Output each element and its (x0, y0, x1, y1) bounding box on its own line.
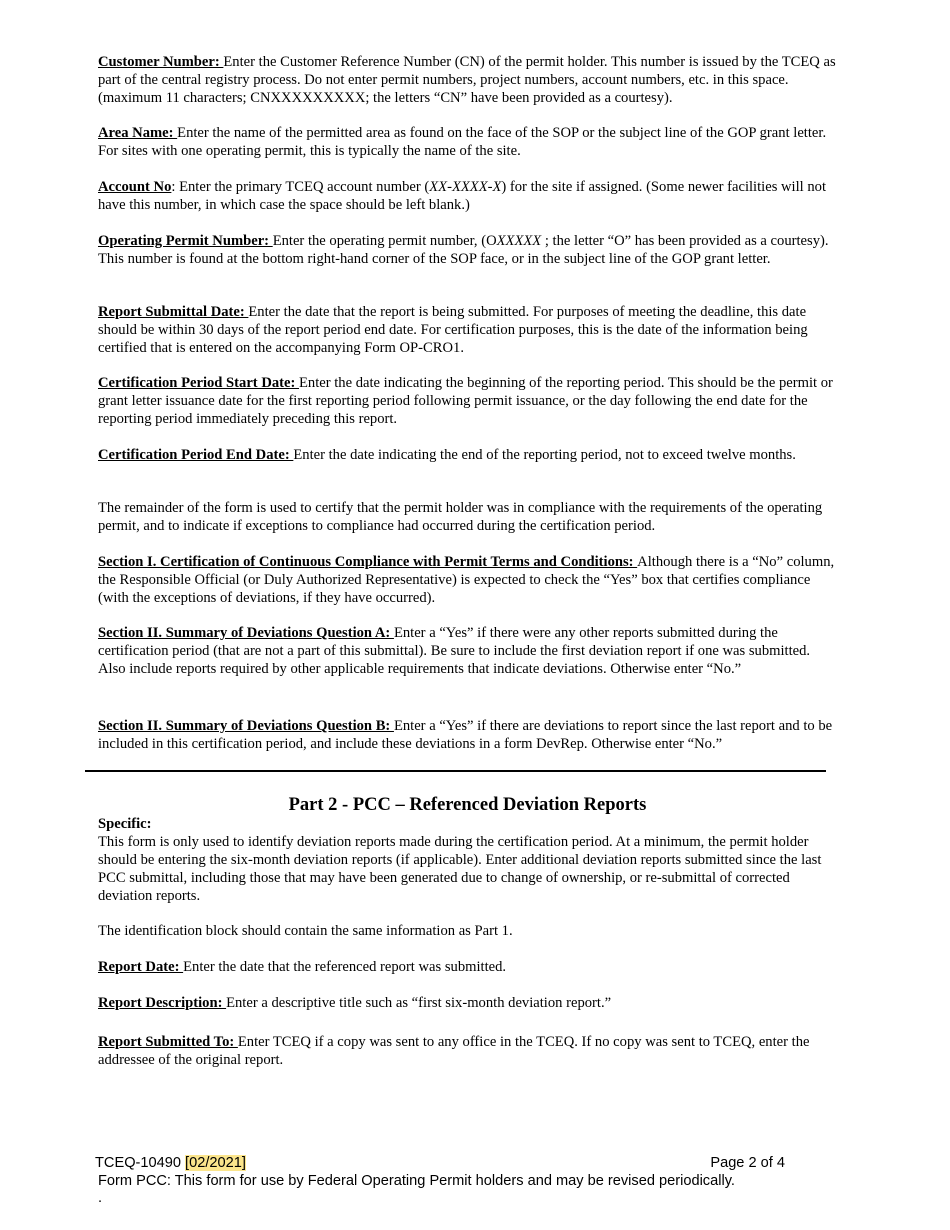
cert-end-paragraph (98, 447, 838, 465)
cert-end-label: Certification Period End Date: (98, 447, 294, 463)
operating-permit-text-2: ; the letter “O” has been provided as a courtesy). This number is found at the bottom right-hand corner of the SOP face, or in the subject line of the GOP grant letter. (98, 233, 829, 267)
footer-note: Form PCC: This form for use by Federal Operating Permit holders and may be revised periodically. (98, 1173, 735, 1189)
cert-start-label: Certification Period Start Date: (98, 375, 299, 391)
section1-text: Although there is a “No” column, the Responsible Official (or Duly Authorized Representative) is expected to check the “Yes” box that certifies compliance (with the exceptions of deviations, if they have occurred). (98, 554, 835, 606)
account-no-text: : Enter the primary TCEQ account number ( (171, 179, 430, 195)
revision-date: [02/2021] (185, 1155, 246, 1171)
operating-permit-format: XXXXX (496, 233, 542, 249)
area-name-paragraph (98, 125, 838, 161)
identification-paragraph: The identification block should contain the same information as Part 1. (98, 923, 513, 939)
remainder-paragraph: The remainder of the form is used to certify that the permit holder was in compliance with the requirements of the operating permit, and to indicate if exceptions to compliance had occurred during the certification period. (98, 500, 823, 534)
part2-heading: Part 2 - PCC – Referenced Deviation Reports (288, 795, 647, 815)
report-description-label: Report Description: (98, 995, 227, 1011)
cert-start-paragraph (98, 375, 838, 429)
section2a-text: Enter a “Yes” if there were any other reports submitted during the certification period (that are not a part of this submittal). Be sure to include the first deviation report if one was submitted. Also include reports required by other applicable requirements that indicate deviations. Otherwise enter “No.” (98, 625, 811, 677)
account-no-format: XX-XXXX-X (429, 179, 502, 195)
footer-dot: . (98, 1190, 103, 1206)
section2a-label: Section II. Summary of Deviations Question A: (98, 625, 394, 641)
customer-number-label: Customer Number: (98, 54, 224, 70)
account-no-paragraph (98, 179, 838, 215)
report-description-text: Enter a descriptive title such as “first six-month deviation report.” (226, 995, 612, 1011)
section2b-paragraph (98, 718, 838, 754)
specific-label: Specific: (98, 816, 152, 832)
report-submitted-to-paragraph (98, 1034, 838, 1070)
account-no-label: Account No (98, 179, 172, 195)
operating-permit-paragraph (98, 233, 838, 269)
customer-number-text: Enter the Customer Reference Number (CN) of the permit holder. This number is issued by the TCEQ as part of the central registry process. Do not enter permit numbers, project numbers, account numbers, etc. in this space. (maximum 11 characters; CNXXXXXXXXX; the letters “CN” have been provided as a courtesy). (98, 54, 836, 106)
report-date-text: Enter the date that the referenced report was submitted. (183, 959, 507, 975)
report-submitted-to-text: Enter TCEQ if a copy was sent to any office in the TCEQ. If no copy was sent to TCEQ, enter the addressee of the original report. (98, 1034, 810, 1068)
report-submittal-date-text: Enter the date that the report is being submitted. For purposes of meeting the deadline, this date should be within 30 days of the report period end date. For certification purposes, this is the date of the information being certified that is entered on the accompanying Form OP-CRO1. (98, 304, 808, 356)
report-description-paragraph (98, 995, 838, 1013)
report-date-label: Report Date: (98, 959, 184, 975)
report-date-paragraph (98, 959, 838, 977)
page-number: Page 2 of 4 (710, 1155, 785, 1171)
section2a-paragraph (98, 625, 838, 679)
specific-paragraph: This form is only used to identify deviation reports made during the certification period. At a minimum, the permit holder should be entering the six-month deviation reports (if applicable). Enter additional deviation reports submitted since the last PCC submittal, including those that may have been generated due to change of ownership, or re-submittal of corrected deviation reports. (98, 834, 822, 904)
section2b-text: Enter a “Yes” if there are deviations to report since the last report and to be included in this certification period, and include these deviations in a form DevRep. Otherwise enter “No.” (98, 718, 833, 752)
report-submittal-date-paragraph (98, 304, 838, 358)
customer-number-paragraph (98, 54, 838, 108)
form-id: TCEQ-10490 (95, 1155, 186, 1171)
operating-permit-text: Enter the operating permit number, (O (272, 233, 497, 249)
area-name-text: Enter the name of the permitted area as found on the face of the SOP or the subject line of the GOP grant letter. For sites with one operating permit, this is typically the name of the site. (98, 125, 827, 159)
report-submitted-to-label: Report Submitted To: (98, 1034, 238, 1050)
section2b-label: Section II. Summary of Deviations Question B: (98, 718, 394, 734)
account-no-text-2: ) for the site if assigned. (Some newer facilities will not have this number, in which case the space should be left blank.) (98, 179, 827, 213)
area-name-label: Area Name: (98, 125, 178, 141)
operating-permit-label: Operating Permit Number: (98, 233, 273, 249)
footer-form-id (95, 1155, 246, 1172)
section1-label: Section I. Certification of Continuous Compliance with Permit Terms and Conditions: (98, 554, 638, 570)
section-divider (85, 770, 826, 772)
cert-start-text: Enter the date indicating the beginning of the reporting period. This should be the permit or grant letter issuance date for the first reporting period following permit issuance, or the day following the end date for the reporting period immediately preceding this report. (98, 375, 833, 427)
cert-end-text: Enter the date indicating the end of the reporting period, not to exceed twelve months. (293, 447, 796, 463)
section1-paragraph (98, 554, 838, 608)
report-submittal-date-label: Report Submittal Date: (98, 304, 249, 320)
